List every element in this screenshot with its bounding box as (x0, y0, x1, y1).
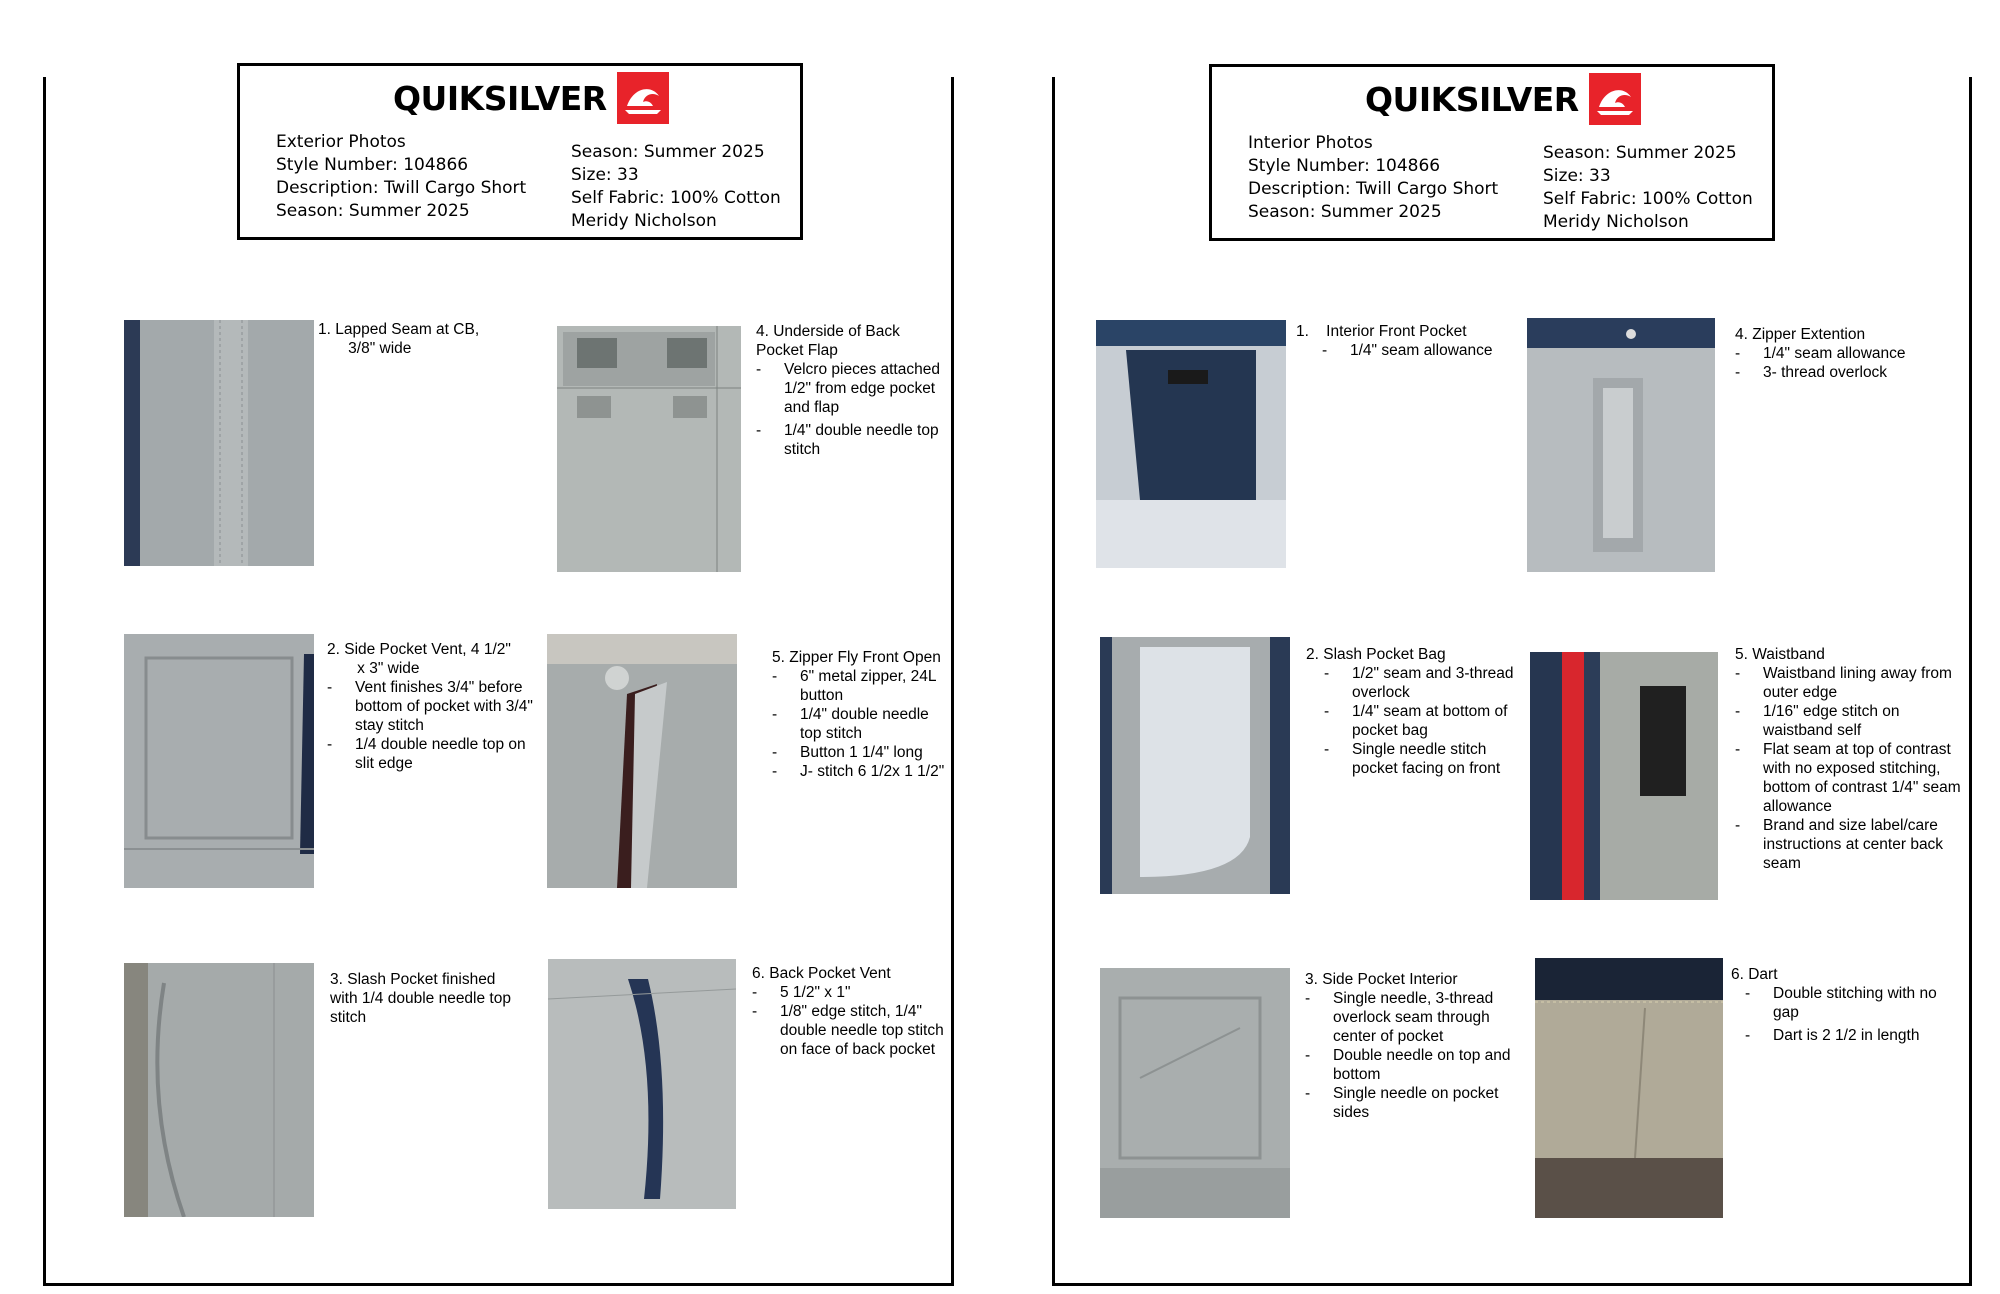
brand-wordmark: QUIKSILVER (393, 78, 607, 118)
page-2-left-border (1052, 77, 1055, 1286)
photo-side-pocket-interior (1100, 968, 1290, 1218)
note-dart (1731, 965, 1956, 1045)
note-bullet: - 1/8" edge stitch, 1/4" double needle top stitch on face of back pocket (752, 1003, 944, 1058)
note-bullet: - 1/16" edge stitch on waistband self (1735, 703, 1900, 739)
note-bullet: - J- stitch 6 1/2x 1 1/2" (772, 763, 945, 780)
brand-wordmark: QUIKSILVER (1365, 79, 1579, 119)
header-style-number: Style Number: 104866 (1248, 156, 1441, 176)
note-bullet: - Double needle on top and bottom (1305, 1047, 1511, 1083)
note-back-pocket-vent (752, 964, 950, 1059)
note-line: 3/8" wide (318, 340, 412, 357)
note-waistband (1735, 645, 1967, 873)
note-title: 1. Interior Front Pocket (1296, 323, 1467, 340)
header-size: Size: 33 (571, 165, 639, 185)
note-bullet: - 3- thread overlock (1735, 364, 1888, 381)
header-description: Description: Twill Cargo Short (1248, 179, 1499, 199)
note-back-pocket-flap (756, 322, 951, 459)
note-bullet: - Double stitching with no gap (1745, 985, 1937, 1021)
note-bullet: - 1/4 double needle top on slit edge (327, 736, 526, 772)
note-bullet: - 1/4" seam at bottom of pocket bag (1324, 703, 1508, 739)
header-designer: Meridy Nicholson (571, 211, 717, 231)
header-info-left (276, 131, 526, 223)
note-interior-front-pocket (1296, 322, 1526, 360)
photo-dart (1535, 958, 1723, 1218)
note-bullet: - Velcro pieces attached 1/2" from edge pocket and flap (756, 361, 940, 416)
photo-lapped-seam (124, 320, 314, 566)
note-slash-pocket (330, 970, 511, 1027)
note-bullet: - 1/4" seam allowance (1322, 342, 1493, 359)
note-line: stitch (330, 1009, 367, 1026)
note-bullet: - 1/4" double needle top stitch (756, 422, 939, 458)
page-1-header (237, 63, 803, 240)
note-zipper-fly (772, 648, 952, 781)
photo-waistband (1530, 652, 1718, 900)
photo-zipper-extension (1527, 318, 1715, 572)
brand-wave-icon (1589, 73, 1641, 125)
brand-logo (1365, 73, 1641, 125)
header-season: Season: Summer 2025 (571, 142, 765, 162)
brand-wave-icon (617, 72, 669, 124)
header-season: Season: Summer 2025 (1543, 143, 1737, 163)
note-bullet: - Dart is 2 1/2 in length (1745, 1027, 1920, 1044)
header-info-right (1543, 142, 1753, 234)
header-info-left (1248, 132, 1498, 224)
note-bullet: - Single needle, 3-thread overlock seam through center of pocket (1305, 990, 1494, 1045)
header-info-right (571, 141, 781, 233)
note-title: 4. Zipper Extention (1735, 326, 1866, 343)
photo-side-pocket-vent (124, 634, 314, 888)
note-zipper-extension (1735, 325, 1935, 382)
note-title: 5. Waistband (1735, 646, 1825, 663)
brand-logo (393, 72, 669, 124)
note-bullet: - 1/4" seam allowance (1735, 345, 1906, 362)
header-style-number: Style Number: 104866 (276, 155, 469, 175)
note-bullet: - Brand and size label/care instructions at center back seam (1735, 817, 1944, 872)
note-title: 2. Slash Pocket Bag (1306, 646, 1446, 663)
photo-zipper-fly (547, 634, 737, 888)
note-bullet: - Vent finishes 3/4" before bottom of pocket with 3/4" stay stitch (327, 679, 533, 734)
note-title: 1. Lapped Seam at CB, (318, 321, 480, 338)
photo-slash-pocket-bag (1100, 637, 1290, 894)
photo-interior-front-pocket (1096, 320, 1286, 568)
note-bullet: - 6" metal zipper, 24L button (772, 668, 936, 704)
note-line: with 1/4 double needle top (330, 990, 511, 1007)
header-season: Season: Summer 2025 (1248, 202, 1442, 222)
note-bullet: - Button 1 1/4" long (772, 744, 923, 761)
header-size: Size: 33 (1543, 166, 1611, 186)
header-season: Season: Summer 2025 (276, 201, 470, 221)
header-designer: Meridy Nicholson (1543, 212, 1689, 232)
note-side-pocket-vent (327, 640, 537, 773)
note-title: 5. Zipper Fly Front Open (772, 649, 941, 666)
note-bullet: - Waistband lining away from outer edge (1735, 665, 1952, 701)
page-2-right-border (1969, 77, 1972, 1286)
note-title: 3. Slash Pocket finished (330, 971, 496, 988)
photo-slash-pocket (124, 963, 314, 1217)
note-title: 2. Side Pocket Vent, 4 1/2" (327, 641, 511, 658)
header-description: Description: Twill Cargo Short (276, 178, 527, 198)
note-bullet: - Flat seam at top of contrast with no exposed stitching, bottom of contrast 1/4" seam allowance (1735, 741, 1961, 815)
page-2-header (1209, 64, 1775, 241)
header-self-fabric: Self Fabric: 100% Cotton (571, 188, 781, 208)
note-slash-pocket-bag (1306, 645, 1526, 778)
header-section-title: Exterior Photos (276, 132, 406, 152)
page-2-bottom-border (1052, 1283, 1972, 1286)
header-self-fabric: Self Fabric: 100% Cotton (1543, 189, 1753, 209)
note-bullet: - 1/2" seam and 3-thread overlock (1324, 665, 1514, 701)
photo-back-pocket-vent (548, 959, 736, 1209)
note-side-pocket-interior (1305, 970, 1525, 1122)
note-title: 4. Underside of Back (756, 323, 900, 340)
note-bullet: - 1/4" double needle top stitch (772, 706, 929, 742)
page-1-left-border (43, 77, 46, 1286)
note-title: 3. Side Pocket Interior (1305, 971, 1458, 988)
photo-back-pocket-flap (557, 326, 741, 572)
note-line: Pocket Flap (756, 342, 838, 359)
note-line: x 3" wide (327, 660, 420, 677)
note-bullet: - 5 1/2" x 1" (752, 984, 851, 1001)
page-1-bottom-border (43, 1283, 954, 1286)
note-bullet: - Single needle stitch pocket facing on front (1324, 741, 1501, 777)
note-title: 6. Dart (1731, 966, 1778, 983)
note-lapped-seam (318, 320, 479, 358)
header-section-title: Interior Photos (1248, 133, 1373, 153)
note-bullet: - Single needle on pocket sides (1305, 1085, 1499, 1121)
note-title: 6. Back Pocket Vent (752, 965, 891, 982)
